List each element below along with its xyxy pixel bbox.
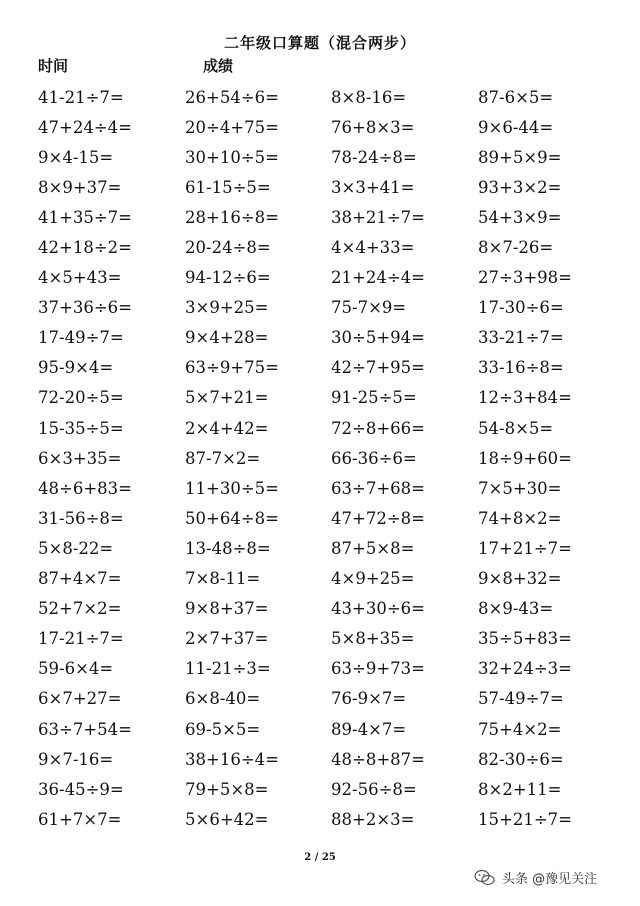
problem-cell: 17+21÷7= — [478, 538, 572, 558]
wechat-icon — [474, 869, 496, 887]
problem-cell: 9×4-15= — [38, 147, 114, 167]
problem-cell: 75+4×2= — [478, 719, 562, 739]
problem-cell: 95-9×4= — [38, 358, 114, 378]
problem-cell: 66-36÷6= — [331, 448, 417, 468]
problem-cell: 17-30÷6= — [478, 298, 564, 318]
problem-cell: 4×5+43= — [38, 268, 122, 288]
problem-row — [38, 594, 618, 624]
problem-row — [38, 503, 618, 533]
problem-cell: 4×4+33= — [331, 238, 415, 258]
problem-cell: 43+30÷6= — [331, 599, 425, 619]
problem-row — [38, 624, 618, 654]
problem-cell: 9×7-16= — [38, 749, 114, 769]
problem-cell: 89+5×9= — [478, 147, 562, 167]
problem-cell: 4×9+25= — [331, 569, 415, 589]
problem-cell: 38+21÷7= — [331, 207, 425, 227]
problem-cell: 30÷5+94= — [331, 328, 425, 348]
problem-row — [38, 744, 618, 774]
problem-cell: 41+35÷7= — [38, 207, 132, 227]
problem-cell: 2×4+42= — [185, 418, 269, 438]
problem-cell: 5×6+42= — [185, 809, 269, 829]
problem-cell: 82-30÷6= — [478, 749, 564, 769]
problem-cell: 57-49÷7= — [478, 689, 564, 709]
problem-row — [38, 443, 618, 473]
problem-row — [38, 774, 618, 804]
problem-cell: 54-8×5= — [478, 418, 554, 438]
problem-row — [38, 684, 618, 714]
problem-row — [38, 263, 618, 293]
problem-row — [38, 202, 618, 232]
problem-cell: 17-49÷7= — [38, 328, 124, 348]
problem-cell: 8×8-16= — [331, 87, 407, 107]
problem-cell: 31-56÷8= — [38, 508, 124, 528]
problem-cell: 94-12÷6= — [185, 268, 271, 288]
problem-row — [38, 383, 618, 413]
problem-cell: 13-48÷8= — [185, 538, 271, 558]
problem-cell: 48÷8+87= — [331, 749, 425, 769]
problem-cell: 33-21÷7= — [478, 328, 564, 348]
problem-cell: 54+3×9= — [478, 207, 562, 227]
problem-cell: 8×7-26= — [478, 238, 554, 258]
problem-row — [38, 804, 618, 834]
problem-cell: 63÷9+75= — [185, 358, 279, 378]
problem-cell: 42+18÷2= — [38, 238, 132, 258]
problem-cell: 48÷6+83= — [38, 478, 132, 498]
problem-cell: 69-5×5= — [185, 719, 261, 739]
problem-cell: 7×5+30= — [478, 478, 562, 498]
problem-cell: 61-15÷5= — [185, 177, 271, 197]
problem-cell: 20-24÷8= — [185, 238, 271, 258]
watermark — [474, 868, 599, 887]
problem-cell: 18÷9+60= — [478, 448, 572, 468]
problem-cell: 33-16÷8= — [478, 358, 564, 378]
problem-cell: 35÷5+83= — [478, 629, 572, 649]
problem-cell: 87-6×5= — [478, 87, 554, 107]
problem-cell: 36-45÷9= — [38, 779, 124, 799]
problem-cell: 21+24÷4= — [331, 268, 425, 288]
problem-cell: 76-9×7= — [331, 689, 407, 709]
problem-row — [38, 473, 618, 503]
problem-cell: 78-24÷8= — [331, 147, 417, 167]
problem-cell: 76+8×3= — [331, 117, 415, 137]
problem-cell: 12÷3+84= — [478, 388, 572, 408]
problem-cell: 37+36÷6= — [38, 298, 132, 318]
problem-row — [38, 142, 618, 172]
problem-cell: 41-21÷7= — [38, 87, 124, 107]
problem-cell: 8×9+37= — [38, 177, 122, 197]
problem-cell: 52+7×2= — [38, 599, 122, 619]
problem-cell: 91-25÷5= — [331, 388, 417, 408]
problem-cell: 72÷8+66= — [331, 418, 425, 438]
problem-cell: 17-21÷7= — [38, 629, 124, 649]
problem-cell: 6×8-40= — [185, 689, 261, 709]
problem-cell: 47+72÷8= — [331, 508, 425, 528]
problem-row — [38, 413, 618, 443]
problem-cell: 9×8+32= — [478, 569, 562, 589]
problem-cell: 5×8+35= — [331, 629, 415, 649]
problem-row — [38, 654, 618, 684]
problem-row — [38, 232, 618, 262]
problem-cell: 63÷7+54= — [38, 719, 132, 739]
problem-cell: 9×6-44= — [478, 117, 554, 137]
problem-row — [38, 323, 618, 353]
problem-row — [38, 172, 618, 202]
problem-cell: 6×7+27= — [38, 689, 122, 709]
problem-row — [38, 82, 618, 112]
problem-cell: 28+16÷8= — [185, 207, 279, 227]
problem-cell: 88+2×3= — [331, 809, 415, 829]
problem-cell: 7×8-11= — [185, 569, 261, 589]
watermark-text: 头条 @豫见关注 — [500, 868, 599, 887]
time-label: 时间 — [38, 57, 69, 75]
problem-cell: 6×3+35= — [38, 448, 122, 468]
problem-cell: 63÷9+73= — [331, 659, 425, 679]
problem-cell: 63÷7+68= — [331, 478, 425, 498]
problem-row — [38, 293, 618, 323]
problem-cell: 26+54÷6= — [185, 87, 279, 107]
problem-cell: 11+30÷5= — [185, 478, 279, 498]
problem-cell: 92-56÷8= — [331, 779, 417, 799]
problem-cell: 30+10÷5= — [185, 147, 279, 167]
problem-cell: 8×9-43= — [478, 599, 554, 619]
score-label: 成绩 — [203, 57, 234, 75]
problem-grid — [38, 82, 618, 834]
problem-row — [38, 112, 618, 142]
problem-cell: 74+8×2= — [478, 508, 562, 528]
problem-row — [38, 564, 618, 594]
problem-cell: 72-20÷5= — [38, 388, 124, 408]
page-title: 二年级口算题（混合两步） — [223, 34, 416, 52]
problem-cell: 79+5×8= — [185, 779, 269, 799]
problem-cell: 11-21÷3= — [185, 659, 271, 679]
problem-cell: 89-4×7= — [331, 719, 407, 739]
problem-cell: 61+7×7= — [38, 809, 122, 829]
problem-cell: 87+5×8= — [331, 538, 415, 558]
problem-cell: 20÷4+75= — [185, 117, 279, 137]
problem-cell: 50+64÷8= — [185, 508, 279, 528]
problem-cell: 93+3×2= — [478, 177, 562, 197]
problem-row — [38, 533, 618, 563]
problem-cell: 9×8+37= — [185, 599, 269, 619]
problem-row — [38, 353, 618, 383]
problem-cell: 87+4×7= — [38, 569, 122, 589]
problem-cell: 59-6×4= — [38, 659, 114, 679]
problem-cell: 5×7+21= — [185, 388, 269, 408]
problem-cell: 87-7×2= — [185, 448, 261, 468]
problem-cell: 15-35÷5= — [38, 418, 124, 438]
problem-cell: 2×7+37= — [185, 629, 269, 649]
problem-cell: 3×9+25= — [185, 298, 269, 318]
problem-cell: 3×3+41= — [331, 177, 415, 197]
problem-cell: 47+24÷4= — [38, 117, 132, 137]
problem-cell: 9×4+28= — [185, 328, 269, 348]
problem-cell: 42÷7+95= — [331, 358, 425, 378]
page-number: 2 / 25 — [304, 852, 336, 863]
problem-cell: 32+24÷3= — [478, 659, 572, 679]
problem-cell: 27÷3+98= — [478, 268, 572, 288]
problem-cell: 15+21÷7= — [478, 809, 572, 829]
problem-cell: 8×2+11= — [478, 779, 562, 799]
problem-row — [38, 714, 618, 744]
problem-cell: 38+16÷4= — [185, 749, 279, 769]
problem-cell: 75-7×9= — [331, 298, 407, 318]
problem-cell: 5×8-22= — [38, 538, 114, 558]
